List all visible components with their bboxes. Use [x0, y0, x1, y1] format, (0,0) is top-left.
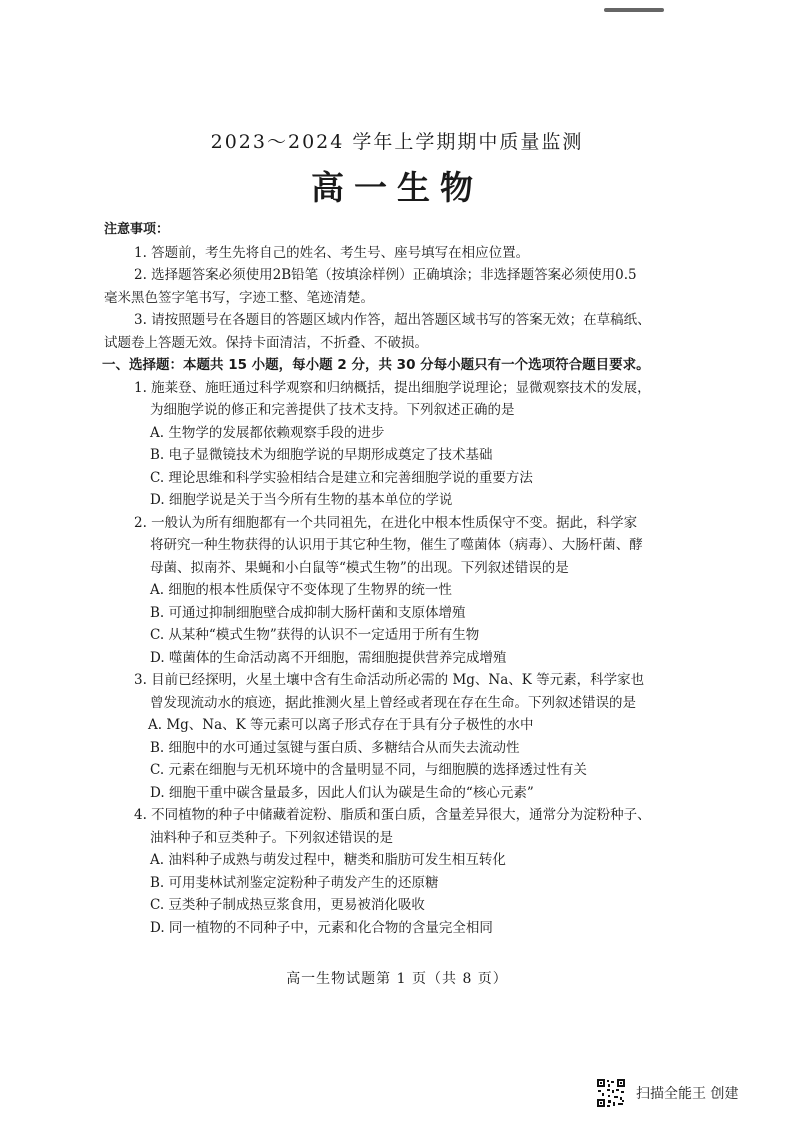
scanner-badge-label: 扫描全能王 创建 — [636, 1086, 739, 1102]
exam-body — [104, 219, 704, 939]
option-a: A. Mg、Na、K 等元素可以离子形式存在于具有分子极性的水中 — [148, 717, 534, 733]
option-a: A. 细胞的根本性质保守不变体现了生物界的统一性 — [150, 582, 452, 598]
subject-title: 高一生物 — [311, 168, 483, 207]
question-2 — [104, 512, 704, 670]
notice-item: 3. 请按照题号在各题目的答题区域内作答，超出答题区域书写的答案无效；在草稿纸、 — [134, 312, 651, 328]
option-b: B. 可通过抑制细胞壁合成抑制大肠杆菌和支原体增殖 — [150, 604, 466, 621]
question-stem: 油料种子和豆类种子。下列叙述错误的是 — [150, 829, 393, 846]
question-stem: 曾发现流动水的痕迹，据此推测火星上曾经或者现在存在生命。下列叙述错误的是 — [150, 694, 636, 711]
option-c: C. 元素在细胞与无机环境中的含量明显不同，与细胞膜的选择透过性有关 — [150, 762, 587, 778]
qr-code-icon — [596, 1078, 626, 1108]
option-b: B. 可用斐林试剂鉴定淀粉种子萌发产生的还原糖 — [150, 874, 439, 891]
scanner-badge — [596, 1077, 738, 1109]
notice-item: 试题卷上答题无效。保持卡面清洁，不折叠、不破损。 — [104, 334, 428, 351]
question-stem: 3. 目前已经探明，火星土壤中含有生命活动所必需的 Mg、Na、K 等元素，科学家也 — [134, 672, 645, 688]
option-d: D. 噬菌体的生命活动离不开细胞，需细胞提供营养完成增殖 — [150, 649, 507, 666]
notice-item: 1. 答题前，考生先将自己的姓名、考生号、座号填写在相应位置。 — [134, 244, 530, 261]
exam-title: 2023～2024 学年上学期期中质量监测 — [210, 131, 584, 153]
question-4 — [104, 804, 704, 939]
question-stem: 将研究一种生物获得的认识用于其它种生物，催生了噬菌体（病毒）、大肠杆菌、酵 — [150, 537, 643, 553]
option-b: B. 细胞中的水可通过氢键与蛋白质、多糖结合从而失去流动性 — [150, 739, 520, 756]
question-1 — [104, 377, 704, 512]
question-3 — [104, 669, 704, 804]
option-c: C. 理论思维和科学实验相结合是建立和完善细胞学说的重要方法 — [150, 469, 533, 486]
option-b: B. 电子显微镜技术为细胞学说的早期形成奠定了技术基础 — [150, 447, 493, 463]
option-c: C. 从某种“模式生物”获得的认识不一定适用于所有生物 — [150, 627, 480, 643]
option-d: D. 同一植物的不同种子中，元素和化合物的含量完全相同 — [150, 919, 493, 936]
scan-artifact — [604, 8, 664, 12]
option-c: C. 豆类种子制成热豆浆食用，更易被消化吸收 — [150, 897, 425, 913]
question-stem: 母菌、拟南芥、果蝇和小白鼠等“模式生物”的出现。下列叙述错误的是 — [150, 559, 569, 576]
option-a: A. 油料种子成熟与萌发过程中，糖类和脂肪可发生相互转化 — [150, 852, 506, 868]
section-heading: 一、选择题：本题共 15 小题，每小题 2 分，共 30 分每小题只有一个选项符合题目要求。 — [102, 357, 650, 373]
option-d: D. 细胞学说是关于当今所有生物的基本单位的学说 — [150, 492, 453, 508]
notice-heading: 注意事项： — [104, 222, 170, 237]
question-stem: 2. 一般认为所有细胞都有一个共同祖先，在进化中根本性质保守不变。据此，科学家 — [134, 514, 638, 531]
exam-header — [0, 128, 794, 208]
page-footer: 高一生物试题第 1 页（共 8 页） — [286, 971, 508, 987]
question-stem: 1. 施莱登、施旺通过科学观察和归纳概括，提出细胞学说理论；显微观察技术的发展， — [134, 379, 651, 396]
notice-item: 2. 选择题答案必须使用2B铅笔（按填涂样例）正确填涂；非选择题答案必须使用0.5 — [134, 267, 637, 283]
question-stem: 为细胞学说的修正和完善提供了技术支持。下列叙述正确的是 — [150, 402, 515, 418]
option-d: D. 细胞干重中碳含量最多，因此人们认为碳是生命的“核心元素” — [150, 784, 534, 801]
option-a: A. 生物学的发展都依赖观察手段的进步 — [150, 424, 385, 441]
notice-item: 毫米黑色签字笔书写，字迹工整、笔迹清楚。 — [104, 289, 374, 306]
question-stem: 4. 不同植物的种子中储藏着淀粉、脂质和蛋白质，含量差异很大，通常分为淀粉种子、 — [134, 807, 651, 823]
